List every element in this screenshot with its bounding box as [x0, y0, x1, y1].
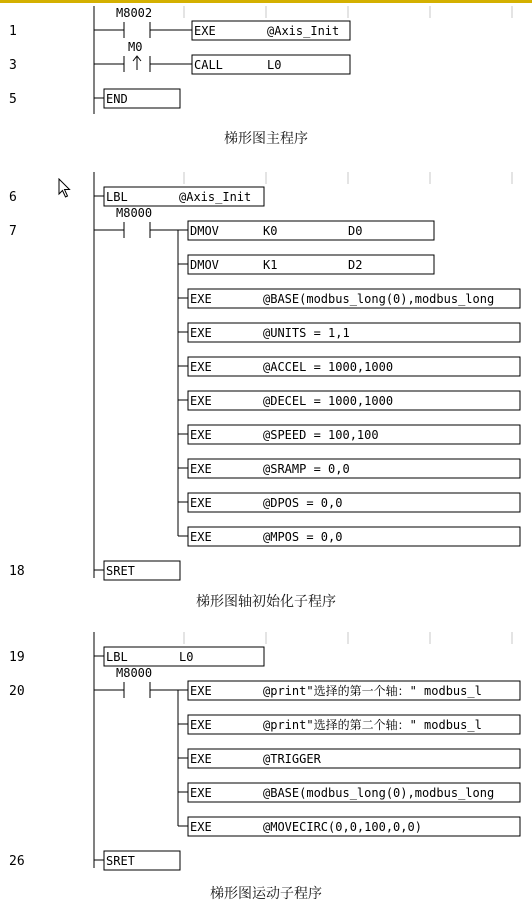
caption-main-program: 梯形图主程序: [224, 131, 308, 147]
instruction-op: EXE: [190, 530, 212, 544]
top-accent-bar: [0, 0, 532, 3]
instruction-op: DMOV: [190, 258, 219, 272]
mouse-pointer-icon: [58, 178, 72, 198]
instruction-arg: L0: [267, 58, 282, 72]
instruction-op: DMOV: [190, 224, 219, 238]
instruction-arg: @Axis_Init: [179, 190, 252, 204]
instruction-arg2: D2: [348, 258, 363, 272]
rung-number: 5: [9, 92, 17, 107]
contact-label: M8002: [116, 6, 153, 20]
contact-label: M8000: [116, 666, 153, 680]
instruction-op: EXE: [190, 820, 212, 834]
instruction-arg2: D0: [348, 224, 363, 238]
instruction-arg: @print"选择的第二个轴：" modbus_l: [263, 718, 482, 732]
instruction-box: [188, 527, 520, 546]
instruction-op: EXE: [190, 360, 212, 374]
caption-axis-init-subroutine: 梯形图轴初始化子程序: [196, 594, 336, 610]
instruction-op: EXE: [190, 428, 212, 442]
instruction-op: EXE: [190, 752, 212, 766]
instruction-op: SRET: [106, 854, 135, 868]
instruction-op: EXE: [190, 394, 212, 408]
instruction-op: EXE: [190, 718, 212, 732]
instruction-box: [188, 255, 434, 274]
instruction-arg: @BASE(modbus_long(0),modbus_long: [263, 786, 495, 800]
instruction-op: END: [106, 92, 128, 106]
instruction-op: EXE: [190, 684, 212, 698]
instruction-arg: @ACCEL = 1000,1000: [263, 360, 394, 374]
instruction-arg: @Axis_Init: [267, 24, 340, 38]
instruction-arg: @DECEL = 1000,1000: [263, 394, 394, 408]
rung-number: 3: [9, 58, 17, 73]
instruction-arg: @TRIGGER: [263, 752, 321, 766]
instruction-arg: @MOVECIRC(0,0,100,0,0): [263, 820, 422, 834]
instruction-box: [188, 221, 434, 240]
instruction-op: EXE: [190, 786, 212, 800]
instruction-op: EXE: [190, 462, 212, 476]
instruction-op: EXE: [190, 326, 212, 340]
rung-number: 18: [9, 564, 25, 579]
instruction-op: EXE: [194, 24, 216, 38]
rung-number: 26: [9, 854, 25, 869]
instruction-op: SRET: [106, 564, 135, 578]
instruction-arg: @UNITS = 1,1: [263, 326, 350, 340]
instruction-arg: @DPOS = 0,0: [263, 496, 343, 510]
instruction-arg: K1: [263, 258, 278, 272]
caption-motion-subroutine: 梯形图运动子程序: [210, 886, 322, 902]
instruction-arg: L0: [179, 650, 194, 664]
instruction-box: [188, 749, 520, 768]
rung-number: 19: [9, 650, 25, 665]
contact-label: M0: [128, 40, 143, 54]
rung-number: 1: [9, 24, 17, 39]
instruction-op: CALL: [194, 58, 223, 72]
instruction-arg: @print"选择的第一个轴：" modbus_l: [263, 684, 482, 698]
rung-number: 20: [9, 684, 25, 699]
instruction-arg: @MPOS = 0,0: [263, 530, 343, 544]
instruction-box: [188, 493, 520, 512]
instruction-arg: @SRAMP = 0,0: [263, 462, 350, 476]
instruction-op: LBL: [106, 190, 128, 204]
contact-label: M8000: [116, 206, 153, 220]
instruction-op: EXE: [190, 496, 212, 510]
instruction-box: [188, 459, 520, 478]
instruction-arg: K0: [263, 224, 278, 238]
instruction-op: LBL: [106, 650, 128, 664]
rung-number: 7: [9, 224, 17, 239]
instruction-op: EXE: [190, 292, 212, 306]
instruction-arg: @SPEED = 100,100: [263, 428, 379, 442]
instruction-box: [188, 323, 520, 342]
rung-number: 6: [9, 190, 17, 205]
instruction-arg: @BASE(modbus_long(0),modbus_long: [263, 292, 495, 306]
